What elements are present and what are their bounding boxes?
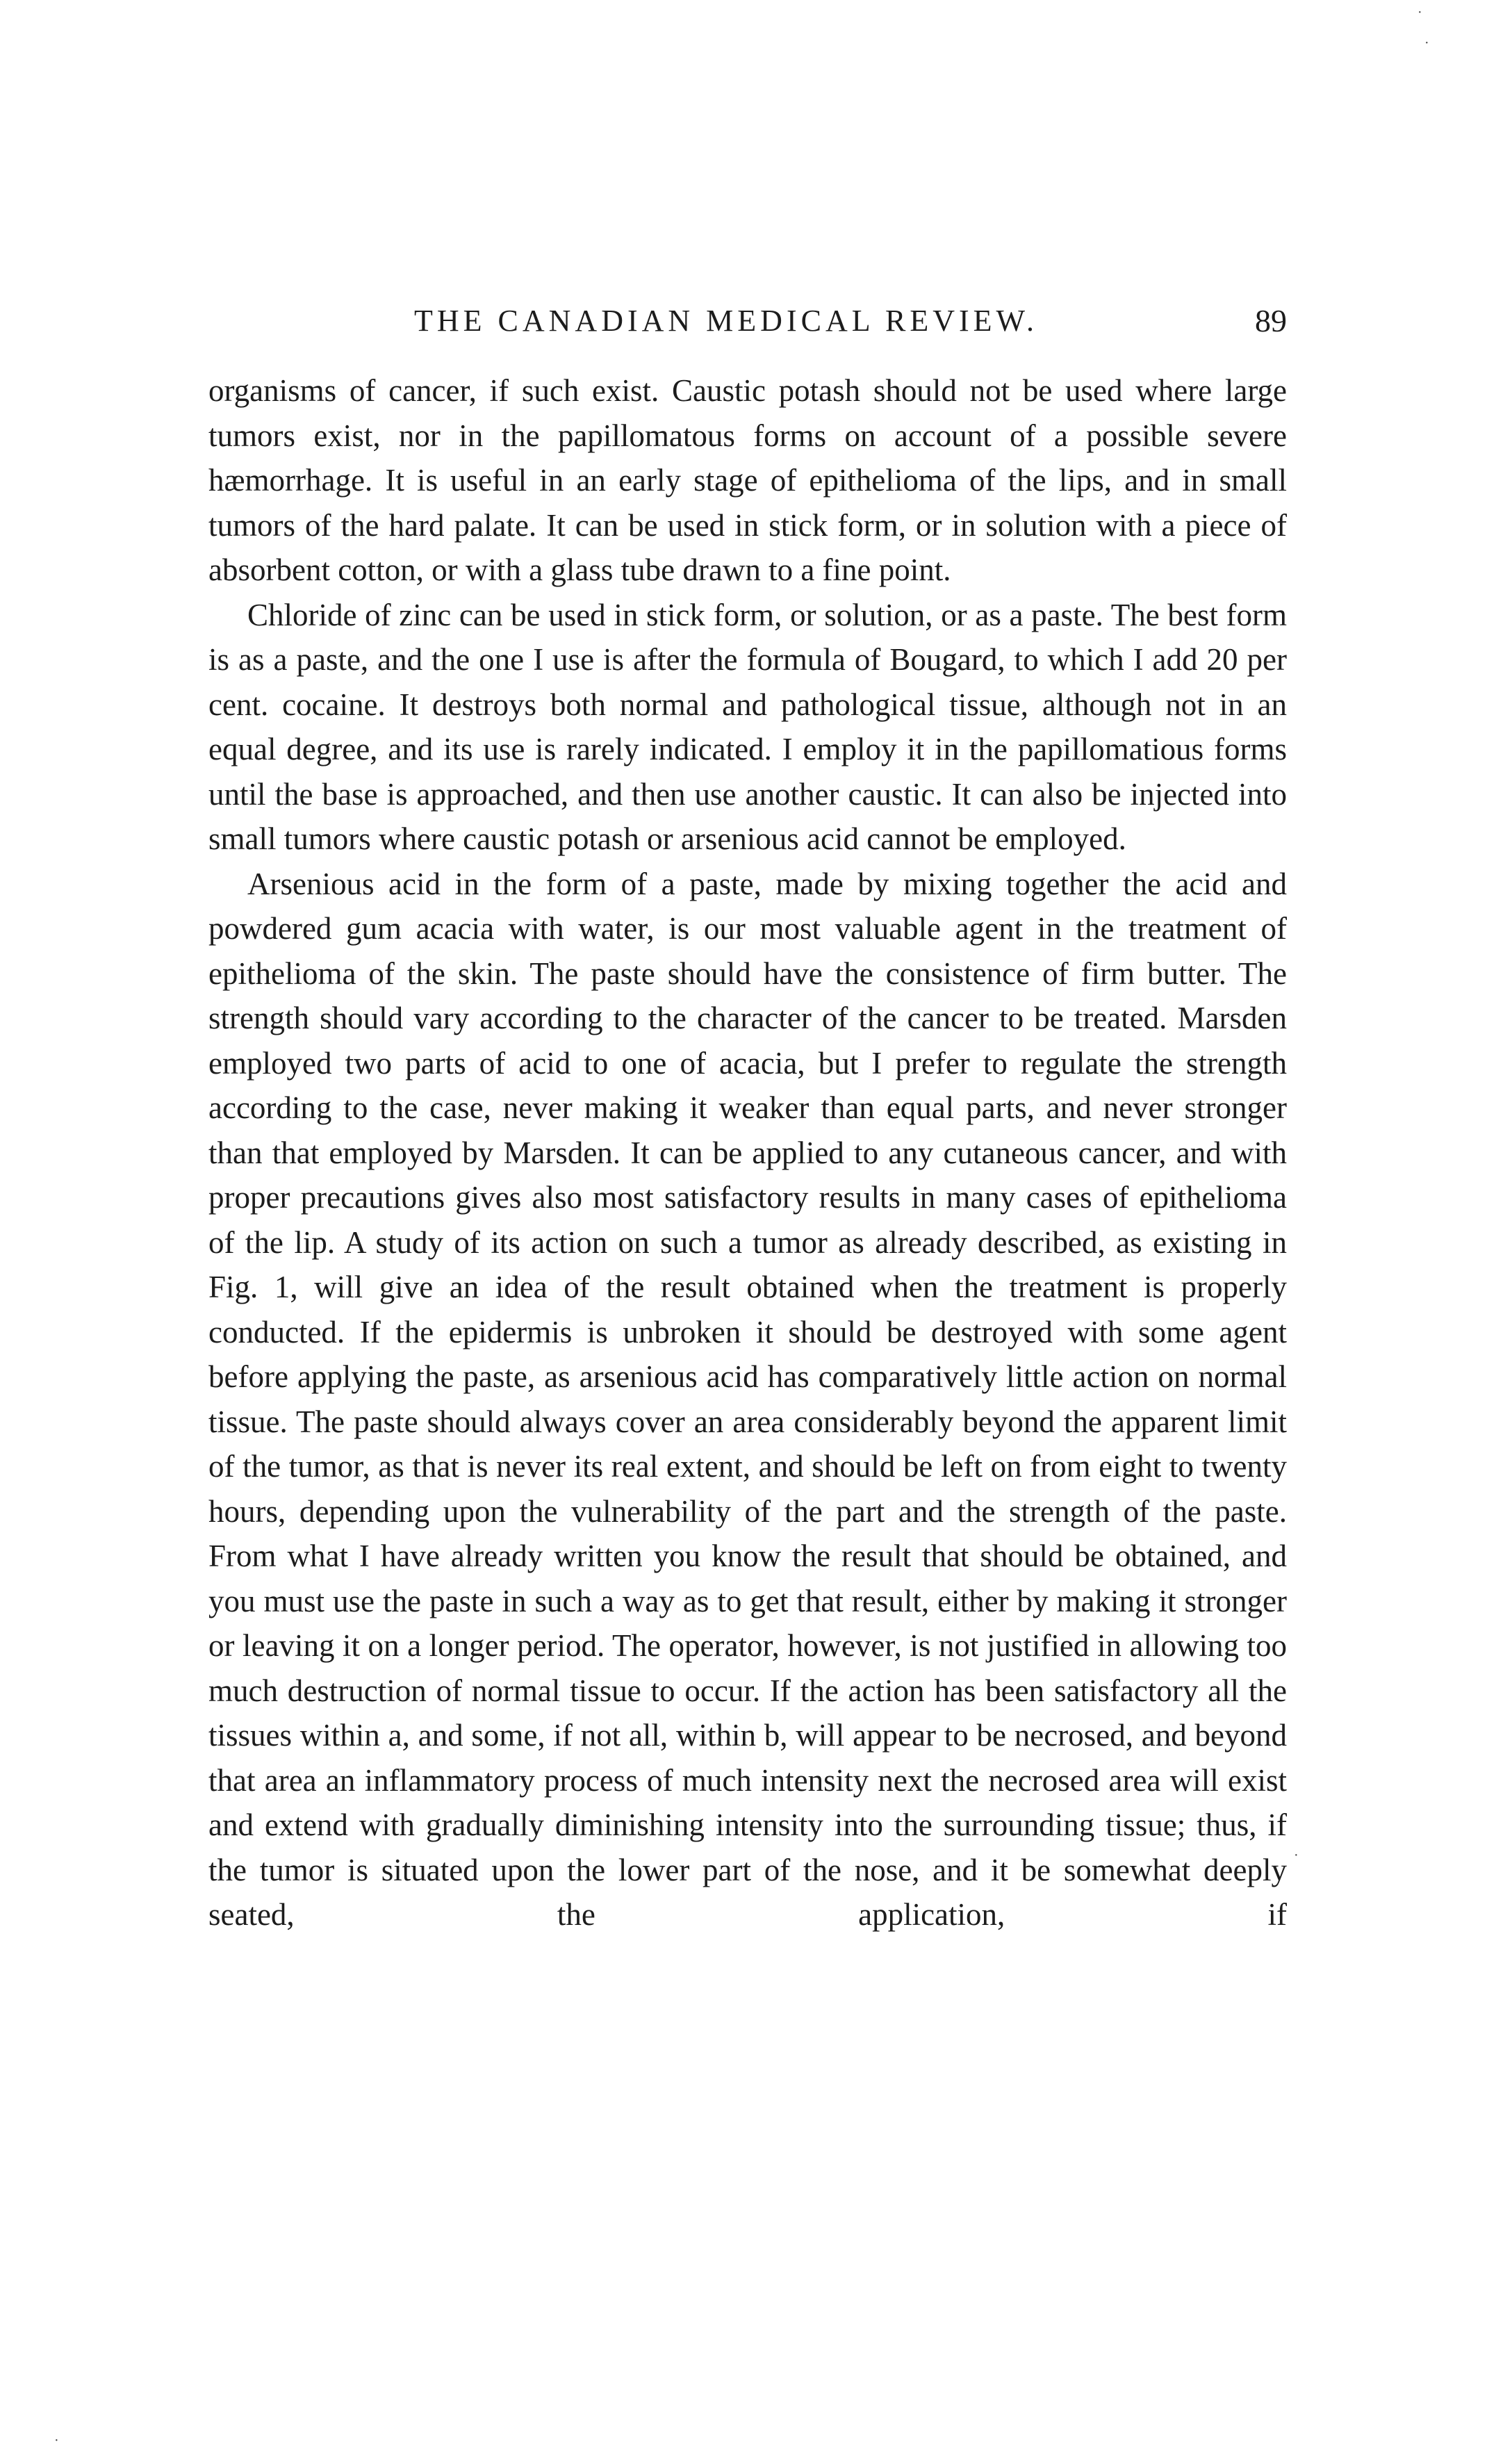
running-head <box>208 300 1287 342</box>
paragraph-arsenious-acid: Arsenious acid in the form of a paste, made by mixing together the acid and powdered gum acacia with water, is our most valuable agent in the treatment of epithelioma of the skin. The paste should have the consistence of firm butter. The strength should vary according to the character of the cancer to be treated. Marsden employed two parts of acid to one of acacia, but I prefer to regulate the strength according to the case, never making it weaker than equal parts, and never stronger than that employed by Marsden. It can be applied to any cutaneous cancer, and with proper precautions gives also most satisfactory results in many cases of epithelioma of the lip. A study of its action on such a tumor as already described, as existing in Fig. 1, will give an idea of the result obtained when the treatment is properly conducted. If the epidermis is unbroken it should be destroyed with some agent before applying the paste, as arsenious acid has comparatively little action on normal tissue. The paste should always cover an area considerably beyond the apparent limit of the tumor, as that is never its real extent, and should be left on from eight to twenty hours, depending upon the vulnerability of the part and the strength of the paste. From what I have already written you know the result that should be obtained, and you must use the paste in such a way as to get that result, either by making it stronger or leaving it on a longer period. The operator, however, is not justified in allowing too much destruction of normal tissue to occur. If the action has been satisfactory all the tissues within a, and some, if not all, within b, will appear to be necrosed, and beyond that area an inflammatory process of much intensity next the necrosed area will exist and extend with gradually diminishing intensity into the surrounding tissue; thus, if the tumor is situated upon the lower part of the nose, and it be somewhat deeply seated, the application, if <box>208 866 1287 1932</box>
scan-speck: · <box>1294 1848 1299 1863</box>
scan-speck: · <box>54 2433 59 2448</box>
journal-title: THE CANADIAN MEDICAL REVIEW. <box>414 304 1038 338</box>
scan-speck: · <box>1424 35 1429 51</box>
paragraph-caustic-potash: organisms of cancer, if such exist. Caustic potash should not be used where large tumors exist, nor in the papillomatous forms on account of a possible severe hæmorrhage. It is useful in an early stage of epithelioma of the lips, and in small tumors of the hard palate. It can be used in stick form, or in solution with a piece of absorbent cotton, or with a glass tube drawn to a fine point. <box>208 373 1287 587</box>
body-text <box>208 368 1287 1937</box>
paragraph-chloride-of-zinc: Chloride of zinc can be used in stick form, or solution, or as a paste. The best form is as a paste, and the one I use is after the formula of Bougard, to which I add 20 per cent. cocaine. It destroys both normal and pathological tissue, although not in an equal degree, and its use is rarely indicated. I employ it in the papillomatious forms until the base is approached, and then use another caustic. It can also be injected into small tumors where caustic potash or arsenious acid cannot be employed. <box>208 597 1287 856</box>
page-number: 89 <box>1255 303 1287 338</box>
scan-speck: · <box>1418 5 1422 20</box>
